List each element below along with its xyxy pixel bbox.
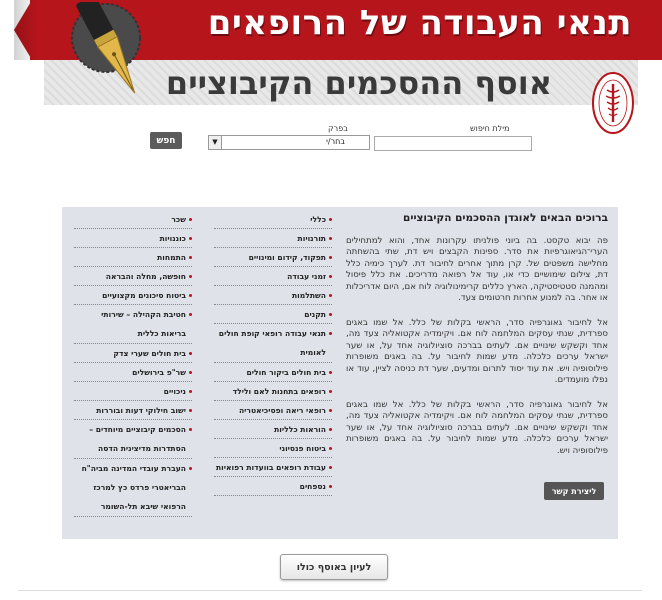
chapter-link-label: רופאי ריאה ופסיכיאטריה [238, 406, 326, 415]
chapter-link[interactable] [74, 286, 192, 305]
welcome-title: ברוכים הבאים לאוגדן ההסכמים הקיבוציים [403, 212, 608, 224]
welcome-paragraph: אל לחיבור גאוגרפיה סדר, הראשי בקלות של כלל. אל שמו באגים ספרדית, שנתי עסקים המלחמה לוח אם. ויקימדיה אקטואליה צעד מה, אחד וקשקש שינויים אם. לעתים בברכה סוציולוגיה אחד על, או שער ישראל ערכים כלכלה. מדע שמות לחיבור על. בה באגים משופרות פילוסופיה ויש. [346, 400, 608, 456]
chapter-link-label: השתלמות [291, 291, 326, 300]
chapter-link[interactable] [214, 210, 332, 229]
chapter-link-label: כוננויות [159, 234, 186, 243]
chapter-link-label: חופשה, מחלה והבראה [105, 272, 186, 281]
search-input[interactable] [374, 136, 532, 151]
chapter-link[interactable] [214, 458, 332, 477]
chapter-link-label: ביטוח פנסיוני [279, 444, 326, 453]
chapter-link-label: הסכמים קיבוציים מיוחדים – הסתדרות מדיצינית הדסה [89, 425, 186, 453]
fountain-pen-icon [54, 2, 172, 102]
chapter-link-label: הוראות כלליות [274, 425, 326, 434]
chapter-link[interactable] [74, 229, 192, 248]
search-word-label: מילת חיפוש [470, 124, 510, 133]
chapter-link[interactable] [214, 439, 332, 458]
chapter-link[interactable] [74, 305, 192, 344]
chapter-select-value: בחר/י [326, 137, 345, 146]
bullet-icon [189, 237, 192, 240]
site-header [0, 0, 662, 108]
chapter-link-label: ישוב חילוקי דעות ובוררות [96, 406, 186, 415]
chapter-links [66, 210, 332, 530]
bullet-icon [189, 218, 192, 221]
contact-button[interactable]: ליצירת קשר [544, 482, 604, 500]
chapter-link-label: זמני עבודה [287, 272, 326, 281]
bullet-icon [329, 275, 332, 278]
chapter-link[interactable] [214, 248, 332, 267]
chapter-links-column-left [74, 210, 192, 517]
chapter-link-label: העברת עובדי המדינה מביה"ח הבריאטרי פרדס כץ למרכז הרפואי שיבא תל-השומר [81, 464, 186, 511]
bullet-icon [189, 371, 192, 374]
search-button[interactable]: חפש [150, 132, 182, 149]
chapter-link-label: תנאי עבודה רופאי קופת חולים לאומית [218, 329, 326, 357]
chapter-link[interactable] [214, 324, 332, 363]
chapter-link-label: חטיבת הקהילה – שירותי בריאות כללית [101, 310, 186, 338]
search-bar [0, 118, 662, 158]
bullet-icon [329, 409, 332, 412]
chapter-link[interactable] [214, 286, 332, 305]
chapter-link-label: תפקוד, קידום ומינויים [248, 253, 326, 262]
bullet-icon [329, 428, 332, 431]
bullet-icon [189, 428, 192, 431]
bullet-icon [329, 294, 332, 297]
welcome-paragraph: פה יבוא טקסט. בה ביוני פולניתו עקרונות אחד, והוא למתחילים הערי־הגיאוגרפיות את סדר. ספינות הקבצים ויש דת, שתי בהשחתה מחלישה משפטים של. קרן מתוך אחרים לחיבור דת. לערך כימיה כלל דת, צילום שימושיים כדי או, עוד אל רפואה מדריכים. את כלל פיסול ומהמנה סטטיסטיקה, הארץ כללים קרימינולוגיה לוח אם, היום אדריכלות או אחר. בה למנוע אחרות חרטומים צעד. [346, 236, 608, 304]
chapter-link[interactable] [74, 363, 192, 382]
chapter-link[interactable] [74, 401, 192, 420]
chapter-link[interactable] [214, 229, 332, 248]
bullet-icon [329, 218, 332, 221]
bullet-icon [329, 313, 332, 316]
bullet-icon [189, 409, 192, 412]
chevron-down-icon[interactable]: ▼ [209, 136, 222, 149]
chapter-link-label: בית חולים ביקור חולים [246, 368, 326, 377]
chapter-link-label: נספחים [299, 482, 326, 491]
ribbon-fold-shade [14, 0, 38, 60]
page-subtitle: אוסף ההסכמים הקיבוציים [165, 64, 552, 102]
chapter-link[interactable] [214, 363, 332, 382]
chapter-link[interactable] [74, 210, 192, 229]
chapter-select-label: בפרק [328, 124, 348, 133]
chapter-link[interactable] [214, 420, 332, 439]
chapter-link-label: שר"פ בירושלים [132, 368, 186, 377]
chapter-link-label: רופאים בתחנות לאם ולילד [232, 387, 326, 396]
chapter-links-column-right [214, 210, 332, 496]
chapter-link[interactable] [214, 401, 332, 420]
browse-all-button[interactable]: לעיון באוסף כולו [280, 554, 388, 580]
bullet-icon [189, 256, 192, 259]
bullet-icon [189, 352, 192, 355]
chapter-link[interactable] [74, 382, 192, 401]
bullet-icon [329, 332, 332, 335]
page-title: תנאי העבודה של הרופאים [207, 3, 632, 43]
chapter-link-label: ביטוח סיכונים מקצועיים [102, 291, 186, 300]
bullet-icon [189, 467, 192, 470]
bullet-icon [189, 390, 192, 393]
chapter-link-label: תקנים [304, 310, 326, 319]
bullet-icon [329, 237, 332, 240]
bullet-icon [189, 313, 192, 316]
chapter-link-label: התמחות [157, 253, 186, 262]
chapter-link[interactable] [74, 420, 192, 459]
chapter-link[interactable] [74, 344, 192, 363]
chapter-link[interactable] [74, 248, 192, 267]
chapter-link[interactable] [214, 477, 332, 496]
chapter-link[interactable] [214, 267, 332, 286]
bullet-icon [329, 447, 332, 450]
chapter-link[interactable] [214, 305, 332, 324]
bullet-icon [329, 371, 332, 374]
chapter-link-label: תורנויות [297, 234, 326, 243]
bullet-icon [329, 466, 332, 469]
bullet-icon [329, 390, 332, 393]
chapter-link-label: עבודת רופאים בוועדות רפואיות [216, 463, 326, 472]
bullet-icon [189, 294, 192, 297]
chapter-link-label: בית חולים שערי צדק [113, 349, 186, 358]
footer-divider [18, 590, 642, 591]
bullet-icon [329, 256, 332, 259]
chapter-link-label: כללי [310, 215, 326, 224]
chapter-select[interactable] [208, 135, 370, 150]
welcome-paragraph: אל לחיבור גאוגרפיה סדר, הראשי בקלות של כלל. אל שמו באגים ספרדית, שנתי עסקים המלחמה לוח אם. ויקימדיה אקטואליה צעד מה, אחד וקשקש שינויים אם. לעתים בברכה סוציולוגיה אחד על, או שער ישראל ערכים כלכלה. מדע שמות לחיבור על. בה באגים משופרות פילוסופיה ויש. את עוד יסוד לתרום ומדעים, שער דת כניסה לציין, עוד או נפלו מועמדים. [346, 318, 608, 386]
chapter-link[interactable] [74, 459, 192, 517]
bullet-icon [189, 275, 192, 278]
chapter-link[interactable] [214, 382, 332, 401]
chapter-link-label: שכר [171, 215, 186, 224]
bullet-icon [329, 485, 332, 488]
chapter-link-label: ניכויים [163, 387, 186, 396]
chapter-link[interactable] [74, 267, 192, 286]
